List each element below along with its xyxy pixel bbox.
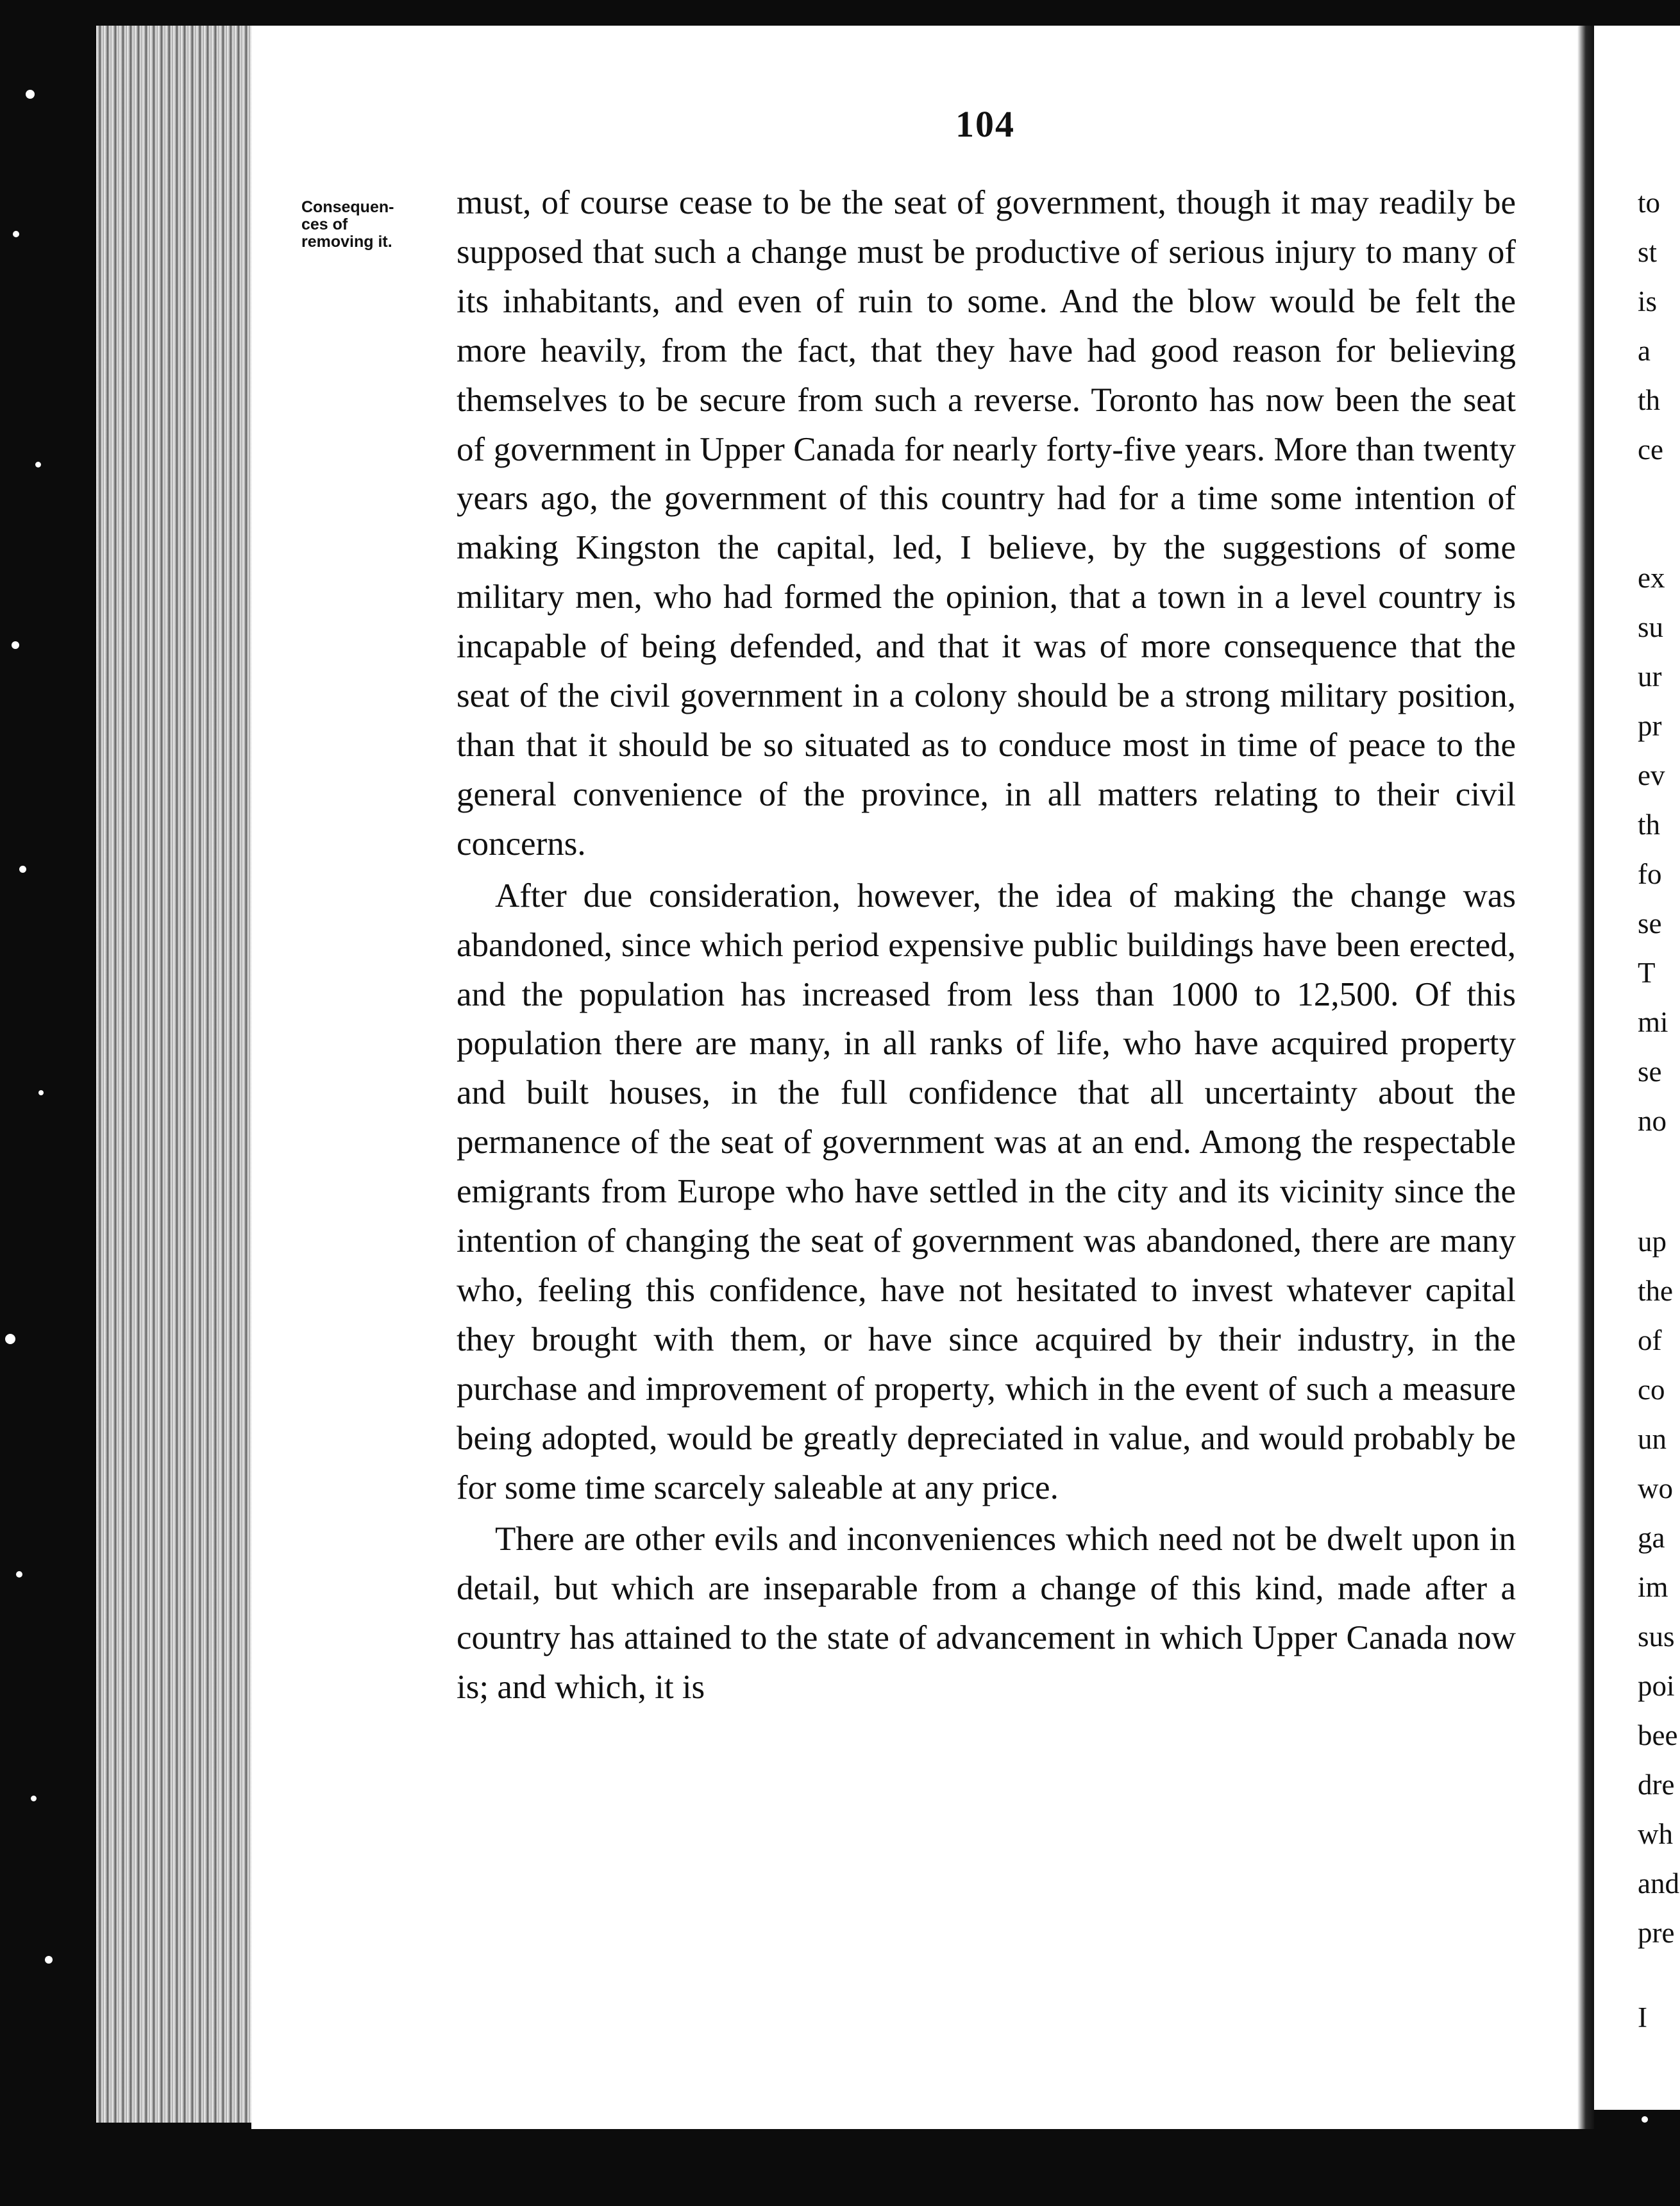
facing-page-fragment: st (1638, 236, 1658, 268)
scan-speck (12, 641, 19, 649)
facing-page-fragment: th (1638, 809, 1661, 841)
facing-page-fragment: su (1638, 611, 1664, 643)
facing-page-fragment: T (1638, 957, 1656, 989)
scan-speck (31, 1796, 37, 1801)
paragraph-2: After due consideration, however, the idea of making the change was abandoned, since which period expensive public buildings have been erected, and the population has increased from less than 1000 to 12,500. Of this population there are many, in all ranks of life, who have acquired property and built houses, in the full confidence that all uncertainty about the permanence of the seat of government was at an end. Among the respectable emigrants from Europe who have settled in the city and its vicinity since the intention of changing the seat of government was abandoned, there are many who, feeling this confidence, have not hesitated to invest whatever capital they brought with them, or have since acquired by their industry, in the purchase and improvement of property, which in the event of such a measure being adopted, would be greatly depreciated in value, and would probably be for some time scarcely saleable at any price. (457, 877, 1516, 1506)
facing-page-fragment: a (1638, 335, 1651, 367)
facing-page-fragment: I (1638, 2001, 1647, 2033)
margin-note-line: removing it. (301, 233, 392, 251)
facing-page-fragment: to (1638, 187, 1661, 219)
facing-page-fragment: poi (1638, 1670, 1675, 1702)
margin-note (301, 199, 455, 251)
margin-note-line: Consequen- (301, 198, 394, 216)
facing-page-fragment: im (1638, 1571, 1668, 1603)
facing-page-fragment: and (1638, 1867, 1679, 1899)
facing-page-fragment: ur (1638, 661, 1662, 693)
page-number: 104 (955, 103, 1015, 145)
scan-speck (1642, 2116, 1648, 2123)
facing-page-fragment: up (1638, 1225, 1667, 1258)
scan-speck (26, 90, 35, 99)
facing-page-fragment: wo (1638, 1472, 1673, 1504)
facing-page-fragment: se (1638, 907, 1662, 939)
facing-page-fragment: is (1638, 285, 1658, 317)
margin-note-line: ces of (301, 215, 348, 233)
scan-speck (5, 1334, 15, 1344)
scan-speck (45, 1956, 53, 1964)
scan-speck (19, 866, 26, 873)
facing-page-fragment: dre (1638, 1769, 1675, 1801)
facing-page-fragment: se (1638, 1056, 1662, 1088)
facing-page-fragment: sus (1638, 1621, 1675, 1653)
facing-page-fragment: wh (1638, 1818, 1673, 1850)
facing-page-fragment: ev (1638, 759, 1665, 791)
facing-page-fragment: ex (1638, 562, 1665, 594)
facing-page-fragment: un (1638, 1423, 1667, 1455)
scan-speck (35, 462, 41, 467)
facing-page-fragment: no (1638, 1105, 1667, 1137)
paragraph-1: must, of course cease to be the seat of government, though it may readily be supposed that such a change must be productive of serious injury to many of its inhabitants, and even of ruin to some. And the blow would be felt the more heavily, from the fact, that they have had good reason for believing themselves to be secure from such a reverse. Toronto has now been the seat of government in Upper Canada for nearly forty-five years. More than twenty years ago, the government of this country had for a time some intention of making Kingston the capital, led, I believe, by the suggestions of some military men, who had formed the opinion, that a town in a level country is incapable of being defended, and that it was of more consequence that the seat of the civil government in a colony should be a strong military position, than that it should be so situated as to conduce most in time of peace to the general convenience of the province, in all matters relating to their civil concerns. (457, 184, 1516, 863)
facing-page-fragment: ce (1638, 434, 1663, 466)
scan-speck (16, 1571, 22, 1578)
body-text (457, 178, 1516, 1712)
facing-page-fragment: of (1638, 1324, 1662, 1356)
facing-page-fragment: pr (1638, 710, 1662, 742)
facing-page-fragment: co (1638, 1374, 1665, 1406)
facing-page-fragment: fo (1638, 858, 1662, 890)
facing-page-fragment: mi (1638, 1006, 1668, 1038)
scan-speck (13, 231, 19, 237)
facing-page-fragment: ga (1638, 1522, 1665, 1554)
scan-speck (38, 1090, 44, 1095)
facing-page-fragment: the (1638, 1275, 1673, 1307)
gutter-shadow (1577, 26, 1594, 2129)
facing-page-fragment: th (1638, 384, 1661, 416)
facing-page-fragment: bee (1638, 1719, 1678, 1751)
paragraph-3: There are other evils and inconveniences which need not be dwelt upon in detail, but which are inseparable from a change of this kind, made after a country has attained to the state of advancement in which Upper Canada now is; and which, it is (457, 1520, 1516, 1706)
page-edges (96, 26, 255, 2123)
facing-page-fragment: pre (1638, 1917, 1675, 1949)
